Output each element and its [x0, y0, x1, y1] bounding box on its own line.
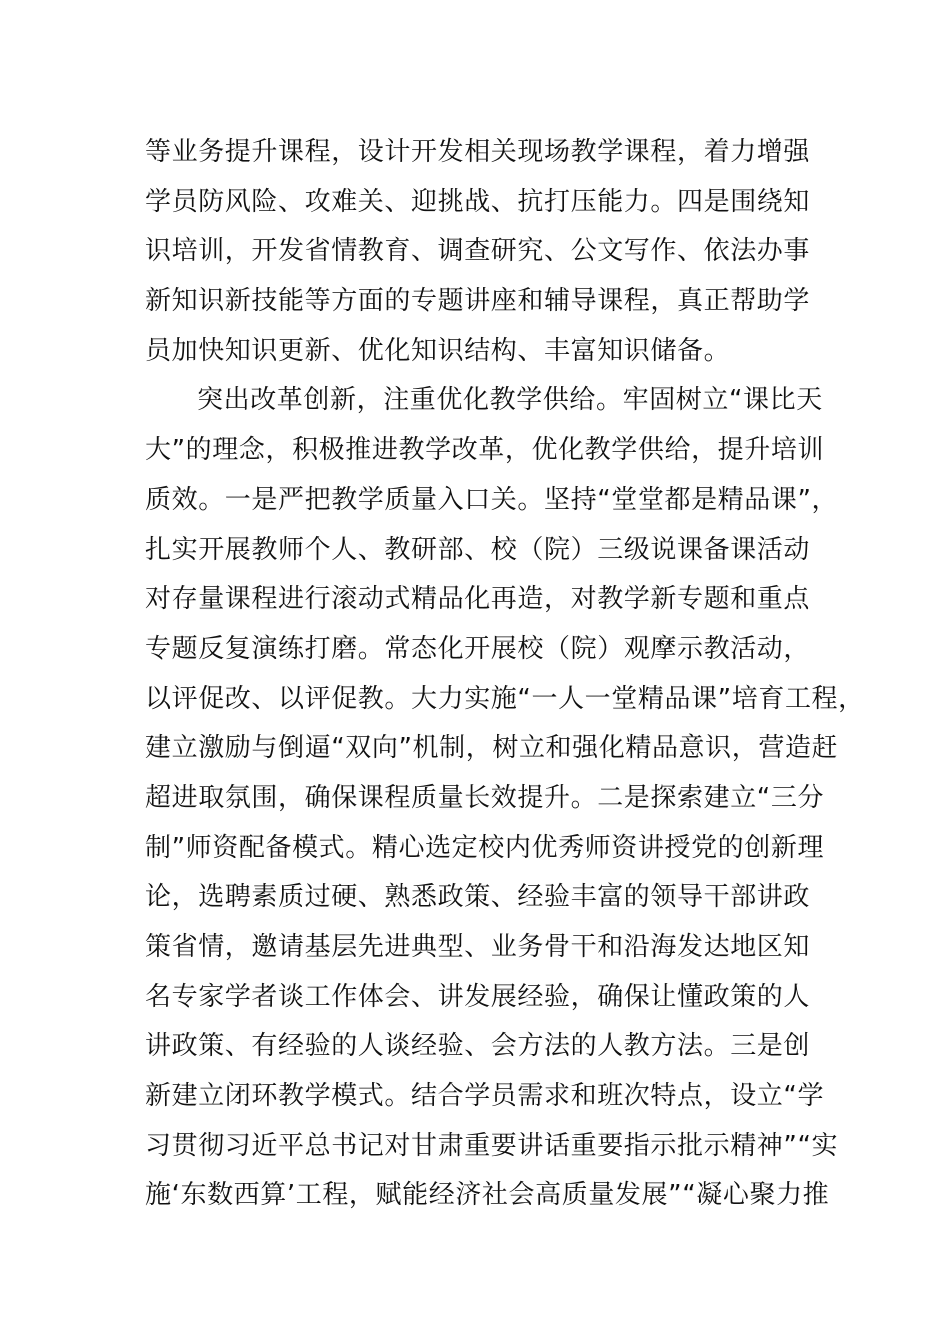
text-line: 对存量课程进行滚动式精品化再造，对教学新专题和重点 [145, 584, 811, 615]
text-line: 识培训，开发省情教育、调查研究、公文写作、依法办事 [145, 236, 811, 267]
body-text [145, 128, 865, 1221]
text-line: 扎实开展教师个人、教研部、校（院）三级说课备课活动 [145, 534, 811, 565]
paragraph-start-line: 突出改革创新，注重优化教学供给。牢固树立“课比天 [197, 385, 823, 416]
text-line: 新建立闭环教学模式。结合学员需求和班次特点，设立“学 [145, 1081, 825, 1112]
text-line: 员加快知识更新、优化知识结构、丰富知识储备。 [145, 335, 731, 366]
text-line: 学员防风险、攻难关、迎挑战、抗打压能力。四是围绕知 [145, 186, 811, 217]
text-line: 讲政策、有经验的人谈经验、会方法的人教方法。三是创 [145, 1031, 811, 1062]
text-line: 建立激励与倒逼“双向”机制，树立和强化精品意识，营造赶 [145, 733, 839, 764]
text-line: 等业务提升课程，设计开发相关现场教学课程，着力增强 [145, 137, 811, 167]
text-line: 名专家学者谈工作体会、讲发展经验，确保让懂政策的人 [145, 981, 811, 1012]
text-line: 大”的理念，积极推进教学改革，优化教学供给，提升培训 [145, 435, 825, 466]
text-line: 以评促改、以评促教。大力实施“一人一堂精品课”培育工程， [145, 683, 865, 714]
text-line: 策省情，邀请基层先进典型、业务骨干和沿海发达地区知 [145, 932, 811, 962]
text-line: 新知识新技能等方面的专题讲座和辅导课程，真正帮助学 [145, 286, 811, 317]
text-line: 超进取氛围，确保课程质量长效提升。二是探索建立“三分 [145, 782, 825, 813]
text-line: 制”师资配备模式。精心选定校内优秀师资讲授党的创新理 [145, 832, 825, 863]
text-line: 质效。一是严把教学质量入口关。坚持“堂堂都是精品课”， [145, 484, 839, 515]
text-line: 施‘东数西算’工程，赋能经济社会高质量发展”“凝心聚力推 [145, 1180, 830, 1211]
text-line: 论，选聘素质过硬、熟悉政策、经验丰富的领导干部讲政 [145, 882, 811, 913]
text-line: 习贯彻习近平总书记对甘肃重要讲话重要指示批示精神”“实 [145, 1130, 839, 1161]
text-line: 专题反复演练打磨。常态化开展校（院）观摩示教活动， [145, 633, 811, 664]
